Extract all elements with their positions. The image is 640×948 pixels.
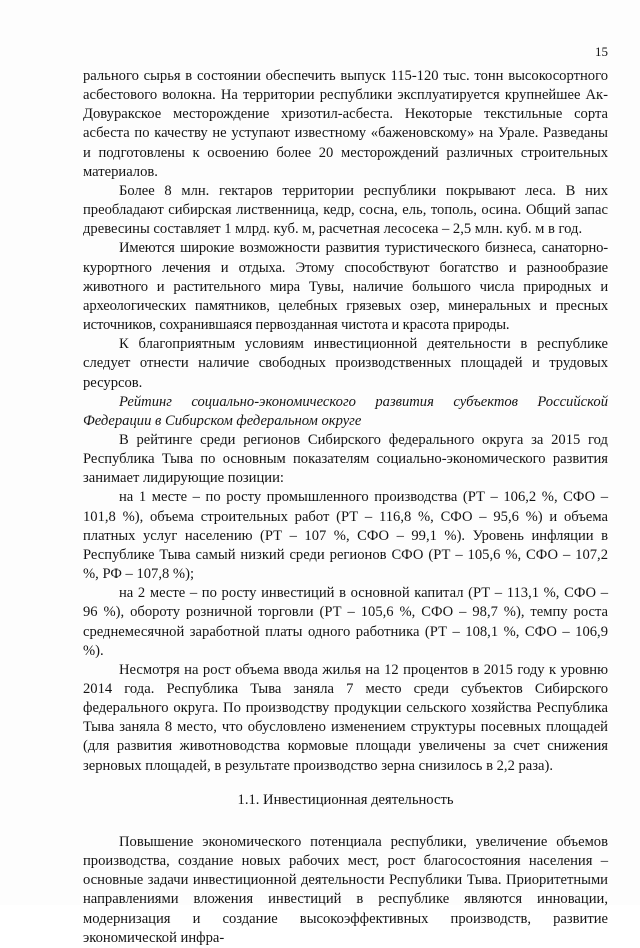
document-body: [83, 67, 608, 948]
page-number: 15: [595, 44, 608, 59]
paragraph-first-place: на 1 месте – по росту промышленного производства (РТ – 106,2 %, СФО – 101,8 %), объема строительных работ (РТ – 116,8 %, СФО – 95,6 %) и объема платных услуг населению (РТ – 107 %, СФО – 99,1 %). Уровень инфляции в Республике Тыва самый низкий среди регионов СФО (РТ – 105,6 %, СФО – 107,2 %, РФ – 107,8 %);: [83, 489, 608, 583]
rating-heading: Рейтинг социально-экономического развития субъектов Российской Федерации в Сибирском федеральном округе: [83, 393, 608, 429]
paragraph-forests: Более 8 млн. гектаров территории республики покрывают леса. В них преобладают сибирская лиственница, кедр, сосна, ель, тополь, осина. Общий запас древесины составляет 1 млрд. куб. м, расчетная лесосека – 2,5 млн. куб. м в год.: [83, 182, 608, 238]
paragraph-asbestos-continuation: рального сырья в состоянии обеспечить выпуск 115-120 тыс. тонн высокосортного асбестового волокна. На территории республики эксплуатируется крупнейшее Ак-Довуракское месторождение хризотил-асбеста. Некоторые текстильные сорта асбеста по качеству не уступают известному «баженовскому» на Урале. Разведаны и подготовлены к освоению более 20 месторождений различных строительных материалов.: [83, 68, 608, 180]
paragraph-second-place: на 2 месте – по росту инвестиций в основной капитал (РТ – 113,1 %, СФО – 96 %), обороту розничной торговли (РТ – 105,6 %, СФО – 98,7 %), темпу роста среднемесячной заработной платы одного работника (РТ – 108,1 %, СФО – 106,9 %).: [83, 585, 608, 659]
paragraph-housing-agriculture: Несмотря на рост объема ввода жилья на 12 процентов в 2015 году к уровню 2014 года. Республика Тыва заняла 7 место среди субъектов Сибирского федерального округа. По производству продукции сельского хозяйства Республика Тыва заняла 8 место, что обусловлено изменением структуры посевных площадей (для развития животноводства кормовые площади увеличены за счет снижения зерновых площадей, в результате производство зерна снизилось в 2,2 раза).: [83, 661, 608, 774]
paragraph-investment-activity: Повышение экономического потенциала республики, увеличение объемов производства, создание новых рабочих мест, рост благосостояния населения – основные задачи инвестиционной деятельности Республики Тыва. Приоритетными направлениями вложения инвестиций в республике являются инновации, модернизация и создание высокоэффективных производств, развитие экономической инфра-: [83, 833, 608, 946]
paragraph-investment-conditions: К благоприятным условиям инвестиционной деятельности в республике следует отнести наличие свободных производственных площадей и трудовых ресурсов.: [83, 336, 608, 391]
paragraph-tourism: Имеются широкие возможности развития туристического бизнеса, санаторно-курортного лечения и отдыха. Этому способствуют богатство и разнообразие животного и растительного мира Тувы, наличие большого числа природных и археологических памятников, целебных грязевых озер, минеральных и пресных источников, сохранившаяся первозданная чистота и красота природы.: [83, 240, 608, 334]
section-title: 1.1. Инвестиционная деятельность: [237, 791, 454, 808]
paragraph-rating-intro: В рейтинге среди регионов Сибирского федерального округа за 2015 год Республика Тыва по основным показателям социально-экономического развития занимает лидирующие позиции:: [83, 431, 608, 487]
